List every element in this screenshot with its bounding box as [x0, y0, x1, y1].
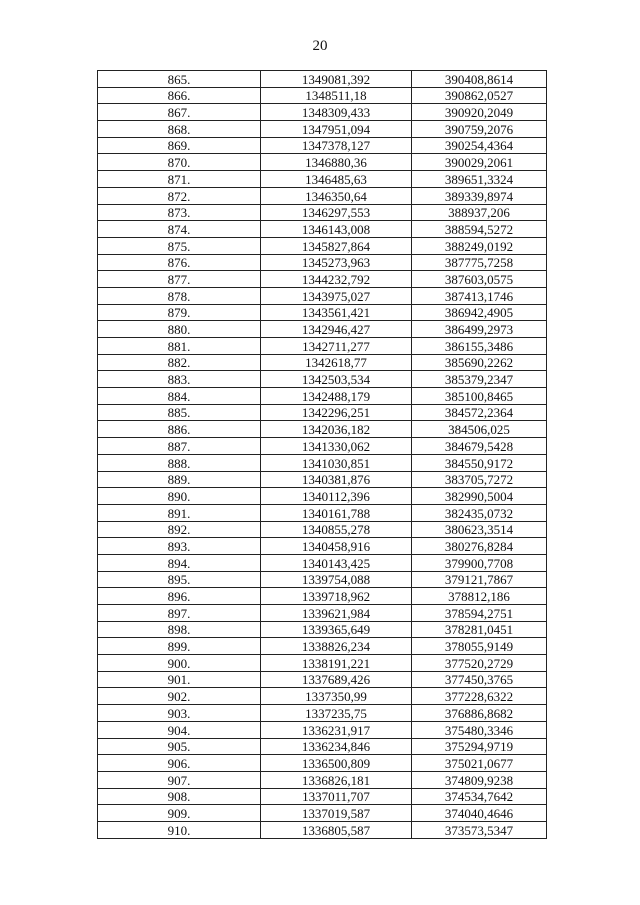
table-row: [98, 354, 547, 371]
y-coordinate-cell: 390029,2061: [412, 154, 547, 171]
table-row: [98, 488, 547, 505]
y-coordinate-cell: 390759,2076: [412, 121, 547, 138]
point-number-cell: 909.: [98, 805, 261, 822]
table-row: [98, 154, 547, 171]
x-coordinate-cell: 1339621,984: [261, 605, 412, 622]
table-row: [98, 121, 547, 138]
point-number-cell: 905.: [98, 738, 261, 755]
table-row: [98, 721, 547, 738]
x-coordinate-cell: 1346143,008: [261, 221, 412, 238]
point-number-cell: 888.: [98, 454, 261, 471]
x-coordinate-cell: 1340458,916: [261, 538, 412, 555]
x-coordinate-cell: 1346350,64: [261, 187, 412, 204]
point-number-cell: 894.: [98, 554, 261, 571]
x-coordinate-cell: 1337011,707: [261, 788, 412, 805]
y-coordinate-cell: 388937,206: [412, 204, 547, 221]
point-number-cell: 878.: [98, 287, 261, 304]
y-coordinate-cell: 383705,7272: [412, 471, 547, 488]
x-coordinate-cell: 1346297,553: [261, 204, 412, 221]
table-row: [98, 287, 547, 304]
y-coordinate-cell: 387603,0575: [412, 271, 547, 288]
y-coordinate-cell: 378594,2751: [412, 605, 547, 622]
x-coordinate-cell: 1342503,534: [261, 371, 412, 388]
point-number-cell: 907.: [98, 771, 261, 788]
table-row: [98, 621, 547, 638]
point-number-cell: 890.: [98, 488, 261, 505]
x-coordinate-cell: 1340143,425: [261, 554, 412, 571]
x-coordinate-cell: 1342296,251: [261, 404, 412, 421]
x-coordinate-cell: 1346880,36: [261, 154, 412, 171]
x-coordinate-cell: 1342946,427: [261, 321, 412, 338]
y-coordinate-cell: 374809,9238: [412, 771, 547, 788]
y-coordinate-cell: 385690,2262: [412, 354, 547, 371]
table-row: [98, 187, 547, 204]
x-coordinate-cell: 1343975,027: [261, 287, 412, 304]
y-coordinate-cell: 389651,3324: [412, 171, 547, 188]
y-coordinate-cell: 384572,2364: [412, 404, 547, 421]
table-row: [98, 605, 547, 622]
table-row: [98, 104, 547, 121]
y-coordinate-cell: 387775,7258: [412, 254, 547, 271]
x-coordinate-cell: 1337019,587: [261, 805, 412, 822]
table-row: [98, 755, 547, 772]
table-row: [98, 254, 547, 271]
point-number-cell: 896.: [98, 588, 261, 605]
table-row: [98, 771, 547, 788]
table-row: [98, 705, 547, 722]
table-row: [98, 87, 547, 104]
y-coordinate-cell: 373573,5347: [412, 821, 547, 838]
table-row: [98, 271, 547, 288]
point-number-cell: 881.: [98, 338, 261, 355]
y-coordinate-cell: 384550,9172: [412, 454, 547, 471]
point-number-cell: 892.: [98, 521, 261, 538]
x-coordinate-cell: 1348309,433: [261, 104, 412, 121]
point-number-cell: 904.: [98, 721, 261, 738]
table-row: [98, 438, 547, 455]
y-coordinate-cell: 378055,9149: [412, 638, 547, 655]
x-coordinate-cell: 1340855,278: [261, 521, 412, 538]
table-row: [98, 137, 547, 154]
y-coordinate-cell: 377520,2729: [412, 655, 547, 672]
y-coordinate-cell: 374534,7642: [412, 788, 547, 805]
table-row: [98, 471, 547, 488]
point-number-cell: 889.: [98, 471, 261, 488]
point-number-cell: 871.: [98, 171, 261, 188]
point-number-cell: 877.: [98, 271, 261, 288]
x-coordinate-cell: 1342618,77: [261, 354, 412, 371]
x-coordinate-cell: 1342711,277: [261, 338, 412, 355]
x-coordinate-cell: 1339754,088: [261, 571, 412, 588]
coordinates-table: [97, 70, 547, 839]
y-coordinate-cell: 380623,3514: [412, 521, 547, 538]
point-number-cell: 880.: [98, 321, 261, 338]
x-coordinate-cell: 1349081,392: [261, 71, 412, 88]
x-coordinate-cell: 1347951,094: [261, 121, 412, 138]
point-number-cell: 883.: [98, 371, 261, 388]
x-coordinate-cell: 1337235,75: [261, 705, 412, 722]
point-number-cell: 876.: [98, 254, 261, 271]
point-number-cell: 868.: [98, 121, 261, 138]
point-number-cell: 886.: [98, 421, 261, 438]
y-coordinate-cell: 390862,0527: [412, 87, 547, 104]
point-number-cell: 874.: [98, 221, 261, 238]
point-number-cell: 893.: [98, 538, 261, 555]
x-coordinate-cell: 1345827,864: [261, 237, 412, 254]
point-number-cell: 885.: [98, 404, 261, 421]
x-coordinate-cell: 1346485,63: [261, 171, 412, 188]
table-row: [98, 538, 547, 555]
point-number-cell: 879.: [98, 304, 261, 321]
table-row: [98, 788, 547, 805]
point-number-cell: 891.: [98, 504, 261, 521]
table-row: [98, 588, 547, 605]
x-coordinate-cell: 1336826,181: [261, 771, 412, 788]
y-coordinate-cell: 382435,0732: [412, 504, 547, 521]
point-number-cell: 873.: [98, 204, 261, 221]
y-coordinate-cell: 379121,7867: [412, 571, 547, 588]
x-coordinate-cell: 1340381,876: [261, 471, 412, 488]
y-coordinate-cell: 389339,8974: [412, 187, 547, 204]
x-coordinate-cell: 1348511,18: [261, 87, 412, 104]
table-row: [98, 521, 547, 538]
point-number-cell: 895.: [98, 571, 261, 588]
point-number-cell: 902.: [98, 688, 261, 705]
x-coordinate-cell: 1341330,062: [261, 438, 412, 455]
table-row: [98, 454, 547, 471]
coordinates-table-body: [98, 71, 547, 839]
x-coordinate-cell: 1340161,788: [261, 504, 412, 521]
y-coordinate-cell: 379900,7708: [412, 554, 547, 571]
y-coordinate-cell: 378812,186: [412, 588, 547, 605]
x-coordinate-cell: 1337350,99: [261, 688, 412, 705]
x-coordinate-cell: 1340112,396: [261, 488, 412, 505]
table-row: [98, 671, 547, 688]
y-coordinate-cell: 388594,5272: [412, 221, 547, 238]
point-number-cell: 906.: [98, 755, 261, 772]
point-number-cell: 908.: [98, 788, 261, 805]
y-coordinate-cell: 390254,4364: [412, 137, 547, 154]
x-coordinate-cell: 1336231,917: [261, 721, 412, 738]
y-coordinate-cell: 380276,8284: [412, 538, 547, 555]
y-coordinate-cell: 386942,4905: [412, 304, 547, 321]
table-row: [98, 554, 547, 571]
y-coordinate-cell: 386155,3486: [412, 338, 547, 355]
table-row: [98, 304, 547, 321]
x-coordinate-cell: 1337689,426: [261, 671, 412, 688]
x-coordinate-cell: 1339718,962: [261, 588, 412, 605]
x-coordinate-cell: 1342488,179: [261, 388, 412, 405]
table-row: [98, 171, 547, 188]
point-number-cell: 901.: [98, 671, 261, 688]
y-coordinate-cell: 384506,025: [412, 421, 547, 438]
y-coordinate-cell: 386499,2973: [412, 321, 547, 338]
y-coordinate-cell: 374040,4646: [412, 805, 547, 822]
x-coordinate-cell: 1339365,649: [261, 621, 412, 638]
point-number-cell: 903.: [98, 705, 261, 722]
point-number-cell: 870.: [98, 154, 261, 171]
table-row: [98, 204, 547, 221]
table-row: [98, 388, 547, 405]
point-number-cell: 866.: [98, 87, 261, 104]
table-row: [98, 688, 547, 705]
page-number: 20: [312, 38, 328, 54]
y-coordinate-cell: 387413,1746: [412, 287, 547, 304]
point-number-cell: 884.: [98, 388, 261, 405]
y-coordinate-cell: 385100,8465: [412, 388, 547, 405]
x-coordinate-cell: 1338191,221: [261, 655, 412, 672]
table-row: [98, 571, 547, 588]
point-number-cell: 898.: [98, 621, 261, 638]
point-number-cell: 910.: [98, 821, 261, 838]
x-coordinate-cell: 1345273,963: [261, 254, 412, 271]
y-coordinate-cell: 384679,5428: [412, 438, 547, 455]
y-coordinate-cell: 390408,8614: [412, 71, 547, 88]
y-coordinate-cell: 375021,0677: [412, 755, 547, 772]
x-coordinate-cell: 1338826,234: [261, 638, 412, 655]
point-number-cell: 875.: [98, 237, 261, 254]
x-coordinate-cell: 1341030,851: [261, 454, 412, 471]
point-number-cell: 887.: [98, 438, 261, 455]
table-row: [98, 237, 547, 254]
x-coordinate-cell: 1347378,127: [261, 137, 412, 154]
x-coordinate-cell: 1336234,846: [261, 738, 412, 755]
table-row: [98, 504, 547, 521]
x-coordinate-cell: 1344232,792: [261, 271, 412, 288]
y-coordinate-cell: 385379,2347: [412, 371, 547, 388]
y-coordinate-cell: 377450,3765: [412, 671, 547, 688]
table-row: [98, 421, 547, 438]
table-row: [98, 321, 547, 338]
point-number-cell: 872.: [98, 187, 261, 204]
y-coordinate-cell: 382990,5004: [412, 488, 547, 505]
y-coordinate-cell: 377228,6322: [412, 688, 547, 705]
table-row: [98, 821, 547, 838]
x-coordinate-cell: 1336500,809: [261, 755, 412, 772]
table-row: [98, 738, 547, 755]
table-row: [98, 655, 547, 672]
table-row: [98, 338, 547, 355]
point-number-cell: 899.: [98, 638, 261, 655]
y-coordinate-cell: 376886,8682: [412, 705, 547, 722]
table-row: [98, 221, 547, 238]
table-row: [98, 371, 547, 388]
point-number-cell: 865.: [98, 71, 261, 88]
x-coordinate-cell: 1343561,421: [261, 304, 412, 321]
table-row: [98, 404, 547, 421]
x-coordinate-cell: 1342036,182: [261, 421, 412, 438]
table-row: [98, 71, 547, 88]
table-row: [98, 805, 547, 822]
point-number-cell: 900.: [98, 655, 261, 672]
point-number-cell: 882.: [98, 354, 261, 371]
y-coordinate-cell: 375294,9719: [412, 738, 547, 755]
table-row: [98, 638, 547, 655]
point-number-cell: 869.: [98, 137, 261, 154]
y-coordinate-cell: 388249,0192: [412, 237, 547, 254]
y-coordinate-cell: 375480,3346: [412, 721, 547, 738]
y-coordinate-cell: 378281,0451: [412, 621, 547, 638]
x-coordinate-cell: 1336805,587: [261, 821, 412, 838]
y-coordinate-cell: 390920,2049: [412, 104, 547, 121]
point-number-cell: 867.: [98, 104, 261, 121]
point-number-cell: 897.: [98, 605, 261, 622]
